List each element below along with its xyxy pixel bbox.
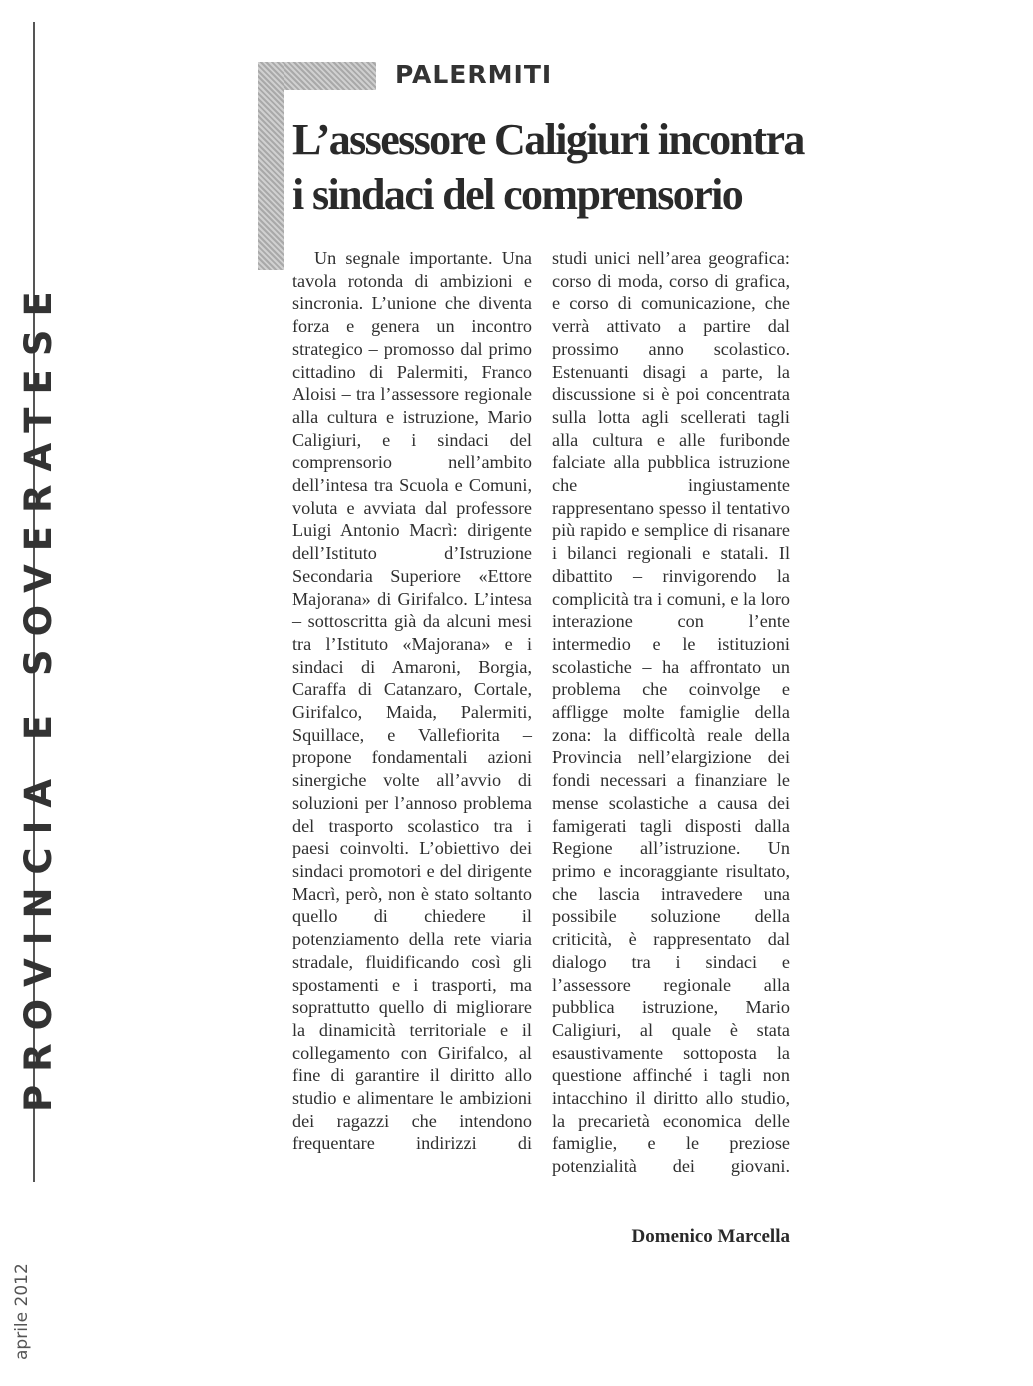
decorative-bar-side <box>258 62 284 270</box>
publication-date: aprile 2012 <box>12 1263 32 1360</box>
column-left-text: Un segnale importante. Una tavola rotonda di ambizioni e sincronia. L’unione che diventa forza e genera un incontro strategico – promosso dal primo cittadino di Palermiti, Franco Aloisi – tra l’assessore regionale alla cultura e istruzione, Mario Caligiuri, e i sindaci del comprensorio nell’ambito dell’intesa tra Scuola e Comuni, voluta e avviata dal professore Luigi Antonio Macrì: dirigente dell’Istituto d’Istruzione Secondaria Superiore «Ettore Majorana» di Girifalco. L’intesa – sottoscritta già da alcuni mesi tra l’Istituto «Majorana» e i sindaci di Amaroni, Borgia, Caraffa di Catanzaro, Cortale, Girifalco, Maida, Palermiti, Squillace, e Vallefiorita – propone fondamentali azioni sinergiche volte all’avvio di soluzioni per l’annoso problema del trasporto scolastico tra i paesi coinvolti. L’obiettivo dei sindaci promotori e del dirigente Macrì, però, non è stato soltanto quello di chiedere il potenziamento della rete viaria stradale, fluidificando così gli spostamenti e i trasporti, ma soprattutto quello di migliorare la dinamicità territoriale e il collegamento con Girifalco, al fine di garantire il diritto allo studio e alimentare le ambizioni dei ragazzi che intendono frequentare indirizzi di <box>292 248 532 1154</box>
article-column-right <box>552 247 790 1178</box>
article-byline: Domenico Marcella <box>631 1226 790 1247</box>
article-headline: L’assessore Caligiuri incontra i sindaci del comprensorio <box>292 115 804 219</box>
article-column-left <box>292 247 532 1155</box>
section-label: PROVINCIA E SOVERATESE <box>17 278 60 1112</box>
article-kicker: PALERMITI <box>395 60 553 89</box>
column-right-text: studi unici nell’area geografica: corso di moda, corso di grafica, e corso di comunicazione, che verrà attivato a partire dal prossimo anno scolastico. Estenuanti disagi a parte, la discussione si è poi concentrata sulla lotta agli scellerati tagli alla cultura e alle furibonde falciate alla pubblica istruzione che ingiustamente rappresentano spesso il tentativo più rapido e semplice di risanare i bilanci regionali e statali. Il dibattito – rinvigorendo la complicità tra i comuni, e la loro interazione con l’ente intermedio e le istituzioni scolastiche – ha affrontato un problema che coinvolge e affligge molte famiglie della zona: la difficoltà reale della Provincia nell’elargizione dei fondi necessari a finanziare le mense scolastiche a causa dei famigerati tagli disposti dalla Regione all’istruzione. Un primo e incoraggiante risultato, che lascia intravedere una possibile soluzione della criticità, è rappresentato dal dialogo tra i sindaci e l’assessore regionale alla pubblica istruzione, Mario Caligiuri, al quale è stata esaustivamente sottoposta la questione affinché i tagli non intacchino il diritto allo studio, la precarietà economica delle famiglie, e le preziose potenzialità dei giovani. <box>552 248 790 1177</box>
